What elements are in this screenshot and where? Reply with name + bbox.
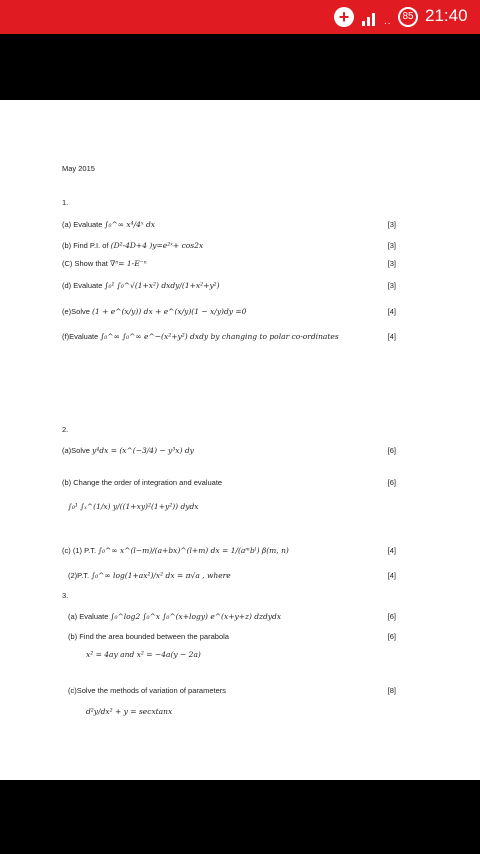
question-1d: (d) Evaluate ∫₀¹ ∫₀^√(1+x²) dxdy/(1+x²+y²) — [62, 281, 220, 290]
question-3b-label: (b) Find the area bounded between the parabola — [68, 632, 229, 641]
marks-1d: [3] — [387, 281, 396, 290]
question-1a: (a) Evaluate ∫₀^∞ x⁴/4ˣ dx — [62, 220, 155, 229]
clock: 21:40 — [425, 6, 468, 25]
question-1e: (e)Solve (1 + e^(x/y)) dx + e^(x/y)(1 − x/y)dy =0 — [62, 307, 247, 316]
question-2a: (a)Solve y⁴dx = (x^(−3/4) − y³x) dy — [62, 446, 194, 455]
section-number: 1. — [62, 198, 69, 207]
question-3a: (a) Evaluate ∫₀^log2 ∫₀^x ∫₀^(x+logy) e^(x+y+z) dzdydx — [68, 612, 282, 621]
marks-2c1: [4] — [387, 546, 396, 555]
question-3c-label: (c)Solve the methods of variation of parameters — [68, 686, 226, 695]
question-1b: (b) Find P.I. of (D²-4D+4 )y=e²ˣ+ cos2x — [62, 241, 204, 250]
question-2c2: (2)P.T. ∫₀^∞ log(1+ax²)/x² dx = π√a , where — [68, 571, 231, 580]
marks-2c2: [4] — [387, 571, 396, 580]
section-number: 2. — [62, 425, 69, 434]
question-3c-formula: d²y/dx² + y = secxtanx — [86, 707, 173, 716]
question-3b-formula: x² = 4ay and x² = −4a(y − 2a) — [86, 650, 201, 659]
marks-3b: [6] — [387, 632, 396, 641]
status-bar — [0, 0, 480, 34]
question-2b-label: (b) Change the order of integration and evaluate — [62, 478, 223, 487]
battery-icon: 85 — [398, 7, 418, 27]
marks-3c: [8] — [387, 686, 396, 695]
plus-circle-icon[interactable]: + — [334, 7, 354, 27]
marks-1c: [3] — [387, 259, 396, 268]
signal-dots: .. — [384, 16, 392, 27]
section-number: 3. — [62, 591, 69, 600]
question-2b-formula: ∫₀¹ ∫ₓ^(1/x) y/((1+xy)²(1+y²)) dydx — [68, 502, 199, 511]
document-page[interactable] — [0, 100, 480, 780]
marks-1f: [4] — [387, 332, 396, 341]
marks-1a: [3] — [387, 220, 396, 229]
marks-3a: [6] — [387, 612, 396, 621]
top-bar — [0, 34, 480, 100]
question-1c: (C) Show that ∇ⁿ= 1-E⁻ⁿ — [62, 259, 147, 268]
doc-header: May 2015 — [62, 164, 95, 173]
marks-2a: [6] — [387, 446, 396, 455]
marks-1b: [3] — [387, 241, 396, 250]
marks-2b: [6] — [387, 478, 396, 487]
question-1f: (f)Evaluate ∫₀^∞ ∫₀^∞ e^−(x²+y²) dxdy by changing to polar co-ordinates — [62, 332, 339, 341]
question-2c1: (c) (1) P.T. ∫₀^∞ x^(l−m)/(a+bx)^(l+m) dx = 1/(aᵐbˡ) β(m, n) — [62, 546, 289, 555]
marks-1e: [4] — [387, 307, 396, 316]
bottom-bar — [0, 780, 480, 854]
